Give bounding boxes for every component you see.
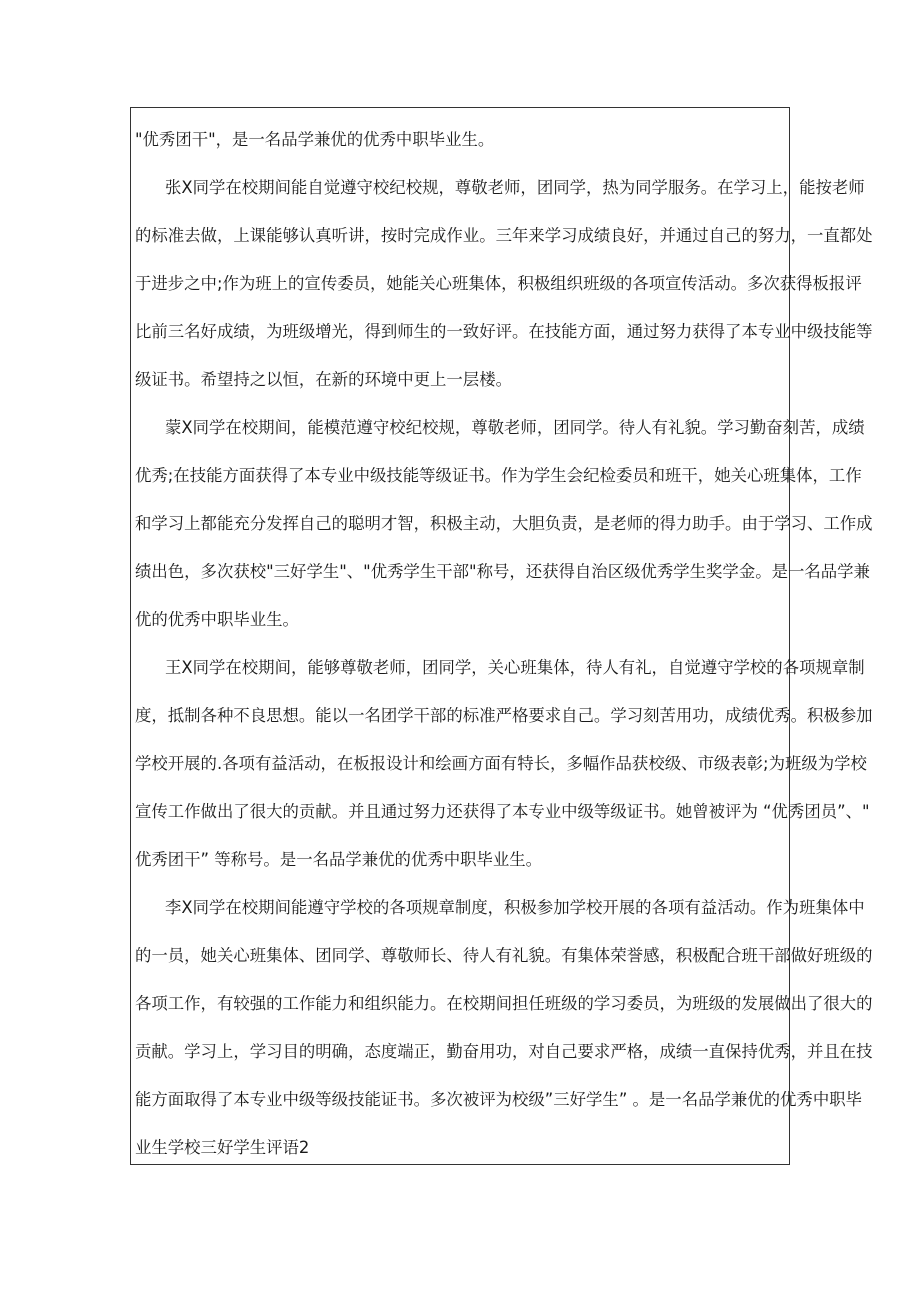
text-line: 比前三名好成绩，为班级增光，得到师生的一致好评。在技能方面，通过努力获得了本专业中级技能等 (135, 322, 873, 341)
text-line: 优秀;在技能方面获得了本专业中级技能等级证书。作为学生会纪检委员和班干，她关心班集体，工作 (135, 466, 862, 485)
text-line: "优秀团干"，是一名品学兼优的优秀中职毕业生。 (135, 130, 495, 149)
text-line: 度，抵制各种不良思想。能以一名团学干部的标准严格要求自己。学习刻苦用功，成绩优秀。积极参加 (135, 706, 873, 725)
text-line: 张X同学在校期间能自觉遵守校纪校规，尊敬老师，团同学，热为同学服务。在学习上，能按老师 (165, 178, 865, 197)
text-line: 优的优秀中职毕业生。 (135, 610, 299, 629)
text-line: 业生学校三好学生评语2 (135, 1138, 310, 1157)
text-line: 能方面取得了本专业中级等级技能证书。多次被评为校级”三好学生” 。是一名品学兼优的优秀中职毕 (135, 1090, 862, 1109)
text-line: 于进步之中;作为班上的宣传委员，她能关心班集体，积极组织班级的各项宣传活动。多次获得板报评 (135, 274, 862, 293)
document-page (130, 107, 873, 1165)
text-line: 级证书。希望持之以恒，在新的环境中更上一层楼。 (135, 370, 512, 389)
text-line: 王X同学在校期间，能够尊敬老师，团同学，关心班集体，待人有礼，自觉遵守学校的各项规章制 (165, 658, 865, 677)
text-line: 的标准去做，上课能够认真听讲，按时完成作业。三年来学习成绩良好，并通过自己的努力，一直都处 (135, 226, 873, 245)
text-line: 和学习上都能充分发挥自己的聪明才智，积极主动，大胆负责，是老师的得力助手。由于学习、工作成 (135, 514, 873, 533)
text-line: 的一员，她关心班集体、团同学、尊敬师长、待人有礼貌。有集体荣誉感，积极配合班干部做好班级的 (135, 946, 873, 965)
text-line: 李X同学在校期间能遵守学校的各项规章制度，积极参加学校开展的各项有益活动。作为班集体中 (165, 898, 865, 917)
text-line: 绩出色，多次获校"三好学生"、"优秀学生干部"称号，还获得自治区级优秀学生奖学金。是一名品学兼 (135, 562, 870, 581)
text-line: 宣传工作做出了很大的贡献。并且通过努力还获得了本专业中级等级证书。她曾被评为 “优秀团员”、" (135, 802, 870, 821)
text-line: 各项工作，有较强的工作能力和组织能力。在校期间担任班级的学习委员，为班级的发展做出了很大的 (135, 994, 873, 1013)
text-line: 贡献。学习上，学习目的明确，态度端正，勤奋用功，对自己要求严格，成绩一直保持优秀，并且在技 (135, 1042, 873, 1061)
text-line: 学校开展的.各项有益活动，在板报设计和绘画方面有特长，多幅作品获校级、市级表彰;为班级为学校 (135, 754, 867, 773)
text-line: 优秀团干” 等称号。是一名品学兼优的优秀中职毕业生。 (135, 850, 543, 869)
text-line: 蒙X同学在校期间，能模范遵守校纪校规，尊敬老师，团同学。待人有礼貌。学习勤奋刻苦，成绩 (165, 418, 865, 437)
